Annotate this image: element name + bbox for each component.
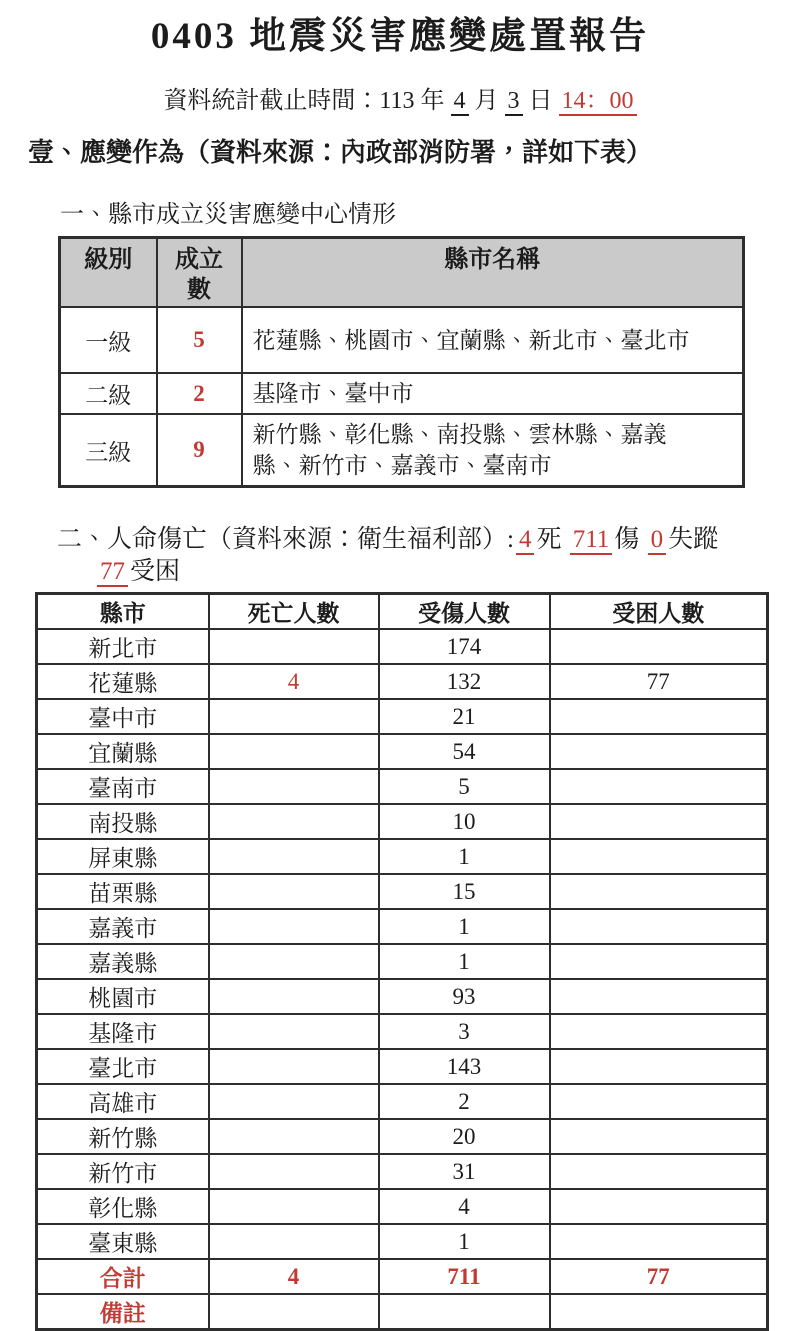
count-column-header-text: 成立數	[175, 247, 223, 303]
injured-column-header: 受傷人數	[379, 594, 550, 630]
trapped-cell	[550, 1084, 768, 1119]
deaths-cell: 4	[209, 664, 379, 699]
deaths-column-header: 死亡人數	[209, 594, 379, 630]
trapped-cell	[550, 699, 768, 734]
table-row	[37, 699, 768, 734]
level-cell: 三級	[60, 414, 157, 487]
city-cell: 基隆市	[37, 1014, 209, 1049]
total-deaths-cell: 4	[209, 1259, 379, 1294]
city-cell: 花蓮縣	[37, 664, 209, 699]
table-row	[60, 414, 744, 487]
table-row	[37, 1049, 768, 1084]
table-row	[37, 874, 768, 909]
names-column-header: 縣市名稱	[242, 238, 744, 308]
table-row	[37, 1154, 768, 1189]
total-injured-cell: 711	[379, 1259, 550, 1294]
note-trapped-cell	[550, 1294, 768, 1330]
deaths-count: 4	[516, 527, 535, 555]
city-column-header: 縣市	[37, 594, 209, 630]
city-cell: 屏東縣	[37, 839, 209, 874]
trapped-cell	[550, 629, 768, 664]
count-cell: 2	[157, 373, 242, 414]
injured-cell: 21	[379, 699, 550, 734]
deaths-cell	[209, 699, 379, 734]
city-cell: 桃園市	[37, 979, 209, 1014]
deaths-cell	[209, 804, 379, 839]
section-2-heading	[57, 524, 800, 588]
city-cell: 新竹縣	[37, 1119, 209, 1154]
table-row	[37, 804, 768, 839]
city-cell: 嘉義市	[37, 909, 209, 944]
trapped-cell	[550, 979, 768, 1014]
names-cell	[242, 373, 744, 414]
deaths-cell	[209, 769, 379, 804]
missing-count: 0	[648, 527, 667, 555]
level-column-header: 級別	[60, 238, 157, 308]
cutoff-day: 3	[505, 88, 523, 116]
table-row	[37, 1224, 768, 1259]
cutoff-month-label: 月	[474, 88, 499, 114]
trapped-count: 77	[97, 559, 128, 587]
cutoff-month: 4	[451, 88, 469, 116]
deaths-label: 死	[536, 526, 562, 553]
note-row	[37, 1294, 768, 1330]
table-row	[37, 944, 768, 979]
city-cell: 臺北市	[37, 1049, 209, 1084]
names-cell	[242, 414, 744, 487]
deaths-cell	[209, 1189, 379, 1224]
city-cell: 高雄市	[37, 1084, 209, 1119]
deaths-cell	[209, 1049, 379, 1084]
city-cell: 新北市	[37, 629, 209, 664]
trapped-column-header: 受困人數	[550, 594, 768, 630]
table-row	[37, 734, 768, 769]
injured-cell: 143	[379, 1049, 550, 1084]
total-trapped-cell: 77	[550, 1259, 768, 1294]
table-row	[37, 629, 768, 664]
header-row	[37, 594, 768, 630]
trapped-cell	[550, 1049, 768, 1084]
table-row	[60, 373, 744, 414]
injured-cell: 1	[379, 1224, 550, 1259]
table-row	[37, 769, 768, 804]
deaths-cell	[209, 1084, 379, 1119]
deaths-cell	[209, 1224, 379, 1259]
trapped-cell	[550, 874, 768, 909]
cutoff-prefix: 資料統計截止時間：113 年	[163, 88, 445, 114]
injured-cell: 1	[379, 909, 550, 944]
injured-cell: 1	[379, 944, 550, 979]
city-cell: 苗栗縣	[37, 874, 209, 909]
table-row	[37, 1119, 768, 1154]
city-cell: 嘉義縣	[37, 944, 209, 979]
table-row	[37, 664, 768, 699]
injured-cell: 93	[379, 979, 550, 1014]
trapped-cell	[550, 1014, 768, 1049]
city-cell: 臺東縣	[37, 1224, 209, 1259]
trapped-cell	[550, 769, 768, 804]
city-cell: 臺中市	[37, 699, 209, 734]
section-1-heading: 壹、應變作為（資料來源：內政部消防署，詳如下表）	[28, 138, 653, 167]
total-label: 合計	[37, 1259, 209, 1294]
level-cell: 二級	[60, 373, 157, 414]
trapped-cell	[550, 1224, 768, 1259]
deaths-cell	[209, 839, 379, 874]
deaths-cell	[209, 944, 379, 979]
names-cell	[242, 307, 744, 373]
injured-cell: 15	[379, 874, 550, 909]
casualty-summary-line-1	[57, 524, 800, 556]
deaths-cell	[209, 1154, 379, 1189]
missing-label: 失蹤	[668, 526, 719, 553]
injured-cell: 31	[379, 1154, 550, 1189]
trapped-cell: 77	[550, 664, 768, 699]
deaths-cell	[209, 874, 379, 909]
table-row	[37, 1014, 768, 1049]
note-injured-cell	[379, 1294, 550, 1330]
cutoff-time: 14：00	[559, 88, 637, 116]
table-row	[37, 1189, 768, 1224]
trapped-cell	[550, 944, 768, 979]
trapped-cell	[550, 839, 768, 874]
city-cell: 彰化縣	[37, 1189, 209, 1224]
table-row	[37, 1084, 768, 1119]
deaths-cell	[209, 1014, 379, 1049]
trapped-cell	[550, 1189, 768, 1224]
header-row	[60, 238, 744, 308]
names-text: 新竹縣、彰化縣、南投縣、雲林縣、嘉義縣、新竹市、嘉義市、臺南市	[252, 422, 667, 478]
injured-cell: 4	[379, 1189, 550, 1224]
injured-cell: 132	[379, 664, 550, 699]
total-row	[37, 1259, 768, 1294]
trapped-cell	[550, 1154, 768, 1189]
note-deaths-cell	[209, 1294, 379, 1330]
names-text: 基隆市、臺中市	[252, 381, 414, 406]
injured-count: 711	[570, 527, 613, 555]
deaths-cell	[209, 909, 379, 944]
note-label: 備註	[37, 1294, 209, 1330]
injured-cell: 174	[379, 629, 550, 664]
deaths-cell	[209, 979, 379, 1014]
city-cell: 宜蘭縣	[37, 734, 209, 769]
city-cell: 南投縣	[37, 804, 209, 839]
cutoff-day-label: 日	[528, 88, 553, 114]
casualties-table	[35, 592, 769, 1331]
injured-cell: 54	[379, 734, 550, 769]
deaths-cell	[209, 629, 379, 664]
trapped-cell	[550, 804, 768, 839]
injured-cell: 20	[379, 1119, 550, 1154]
data-cutoff-line	[0, 86, 800, 116]
table-row	[37, 839, 768, 874]
injured-label: 傷	[614, 526, 640, 553]
trapped-cell	[550, 1119, 768, 1154]
response-center-table	[58, 236, 745, 488]
report-title: 0403 地震災害應變處置報告	[150, 16, 650, 57]
injured-cell: 1	[379, 839, 550, 874]
count-column-header	[157, 238, 242, 308]
deaths-cell	[209, 734, 379, 769]
injured-cell: 2	[379, 1084, 550, 1119]
count-cell: 5	[157, 307, 242, 373]
casualty-lead: 二、人命傷亡（資料來源：衛生福利部）:	[57, 526, 514, 553]
count-cell: 9	[157, 414, 242, 487]
deaths-cell	[209, 1119, 379, 1154]
trapped-cell	[550, 734, 768, 769]
city-cell: 臺南市	[37, 769, 209, 804]
injured-cell: 10	[379, 804, 550, 839]
subsection-1-heading: 一、縣市成立災害應變中心情形	[60, 202, 396, 228]
injured-cell: 5	[379, 769, 550, 804]
table-row	[37, 909, 768, 944]
trapped-label: 受困	[130, 558, 181, 585]
city-cell: 新竹市	[37, 1154, 209, 1189]
trapped-cell	[550, 909, 768, 944]
level-cell: 一級	[60, 307, 157, 373]
names-text: 花蓮縣、桃園市、宜蘭縣、新北市、臺北市	[252, 327, 690, 353]
casualty-summary-line-2	[57, 556, 800, 588]
table-row	[37, 979, 768, 1014]
table-row	[60, 307, 744, 373]
injured-cell: 3	[379, 1014, 550, 1049]
